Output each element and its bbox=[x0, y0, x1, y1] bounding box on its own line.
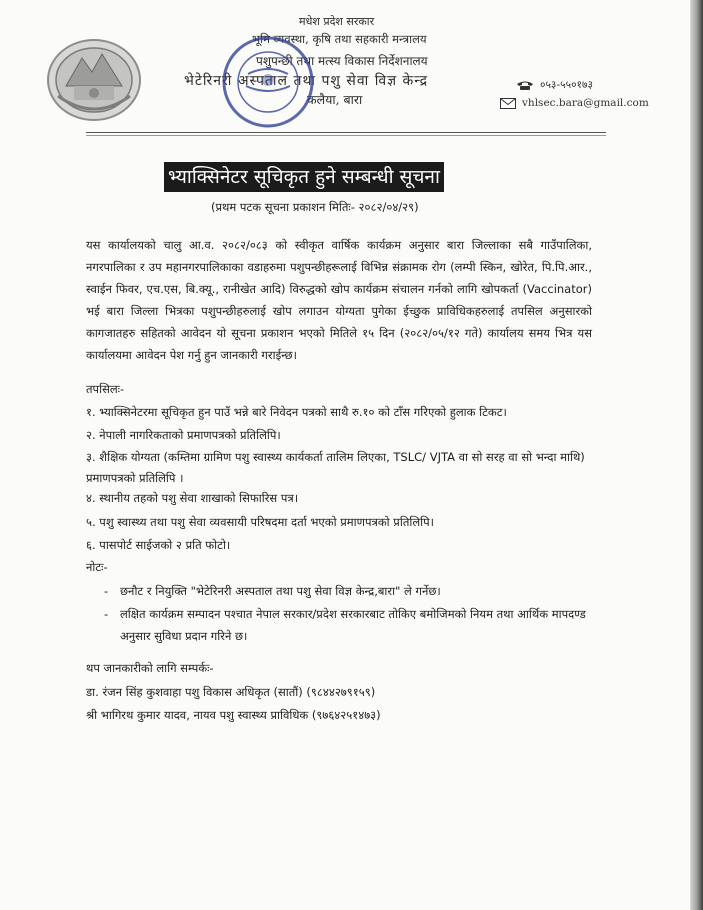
requirement-item-5: ५. पशु स्वास्थ्य तथा पशु सेवा व्यवसायी परिषदमा दर्ता भएको प्रमाणपत्रको प्रतिलिपि। bbox=[86, 515, 435, 529]
header-office: भेटेरिनरी अस्पताल तथा पशु सेवा विज्ञ केन्द्र bbox=[184, 73, 429, 89]
header-divider-thin bbox=[86, 135, 606, 136]
requirement-item-1: १. भ्याक्सिनेटरमा सूचिकृत हुन पाउँ भन्ने बारे निवेदन पत्रको साथै रु.१० को टाँस गरिएको हुलाक टिकट। bbox=[86, 405, 507, 419]
notice-publish-date: (प्रथम पटक सूचना प्रकाशन मितिः- २०८२/०४/२९) bbox=[211, 200, 419, 214]
scan-edge bbox=[690, 0, 703, 910]
contact-person-2: श्री भागिरथ कुमार यादव, नायव पशु स्वास्थ्य प्राविधिक (९७६४२५१४७३) bbox=[86, 708, 381, 722]
nepal-emblem-icon bbox=[44, 36, 144, 122]
contact-person-1: डा. रंजन सिंह कुशवाहा पशु विकास अधिकृत (सातौं) (९८४४२७९१५९) bbox=[86, 685, 376, 699]
note-item-1: - छनौट र नियुक्ति "भेटेरिनरी अस्पताल तथा पशु सेवा विज्ञ केन्द्र,बारा" ले गर्नेछ। bbox=[104, 584, 441, 598]
header-province: मधेश प्रदेश सरकार bbox=[299, 15, 375, 28]
header-divider bbox=[86, 132, 606, 133]
email-contact bbox=[500, 97, 649, 109]
office-stamp-icon bbox=[218, 34, 318, 130]
requirement-item-2: २. नेपाली नागरिकताको प्रमाणपत्रको प्रतिलिपि। bbox=[86, 428, 281, 442]
envelope-icon bbox=[500, 98, 516, 109]
phone-contact bbox=[516, 78, 593, 92]
header-ministry: भूमि व्यवस्था, कृषि तथा सहकारी मन्त्रालय bbox=[252, 32, 427, 46]
requirement-item-6: ६. पासपोर्ट साईजको २ प्रति फोटो। bbox=[86, 538, 231, 552]
tapsil-label: तपसिलः- bbox=[86, 382, 125, 396]
header-location: कलैया, बारा bbox=[307, 92, 363, 107]
note-item-2: - लक्षित कार्यक्रम सम्पादन पश्चात नेपाल सरकार/प्रदेश सरकारबाट तोकिए बमोजिमको नियम तथा आर्थिक मापदण्ड अनुसार सुविधा प्रदान गरिने छ। bbox=[104, 607, 586, 643]
telephone-icon bbox=[516, 80, 534, 91]
notice-title: भ्याक्सिनेटर सूचिकृत हुने सम्बन्धी सूचना bbox=[164, 162, 444, 192]
note-label: नोटः- bbox=[86, 560, 108, 574]
requirement-item-3: ३. शैक्षिक योग्यता (कम्तिमा ग्रामिण पशु स्वास्थ्य कार्यकर्ता तालिम लिएका, TSLC/ VJTA वा सो सरह वा सो भन्दा माथि) प्रमाणपत्रको प्रतिलिपि । bbox=[86, 450, 585, 485]
email-address[interactable]: vhlsec.bara@gmail.com bbox=[522, 97, 649, 109]
requirement-item-4: ४. स्थानीय तहको पशु सेवा शाखाको सिफारिस पत्र। bbox=[86, 491, 299, 505]
header-directorate: पशुपन्छी तथा मत्स्य विकास निर्देशनालय bbox=[256, 54, 428, 68]
contact-label: थप जानकारीको लागि सम्पर्कः- bbox=[86, 661, 214, 675]
phone-number: ०५३-५५०१७३ bbox=[540, 79, 593, 91]
notice-body: यस कार्यालयको चालु आ.व. २०८२/०८३ को स्वीकृत वार्षिक कार्यक्रम अनुसार बारा जिल्लाका सबै गाउँपालिका, नगरपालिका र उप महानगरपालिकाका वडाहरुमा पशुपन्छीहरूलाई विभिन्न संक्रामक रोग (लम्पी स्किन, खोरेत, पि.पि.आर., स्वाईन फिवर, एच.एस, बि.क्यू., रानीखेत आदि) विरुद्धको खोप कार्यक्रम संचालन गर्नको लागि खोपकर्ता (Vaccinator) भई बारा जिल्ला भित्रका पशुपन्छीहरुलाई खोप लगाउन योग्यता पुगेका ईच्छुक प्राविधिकहरुलाई तपसिल अनुसारको कागजातहरु सहितको आवेदन यो सूचना प्रकाशन भएको मितिले १५ दिन (२०८२/०५/१२ गते) कार्यालय समय भित्र यस कार्यालयमा आवेदन पेश गर्नु हुन जानकारी गराईन्छ। bbox=[86, 238, 592, 362]
